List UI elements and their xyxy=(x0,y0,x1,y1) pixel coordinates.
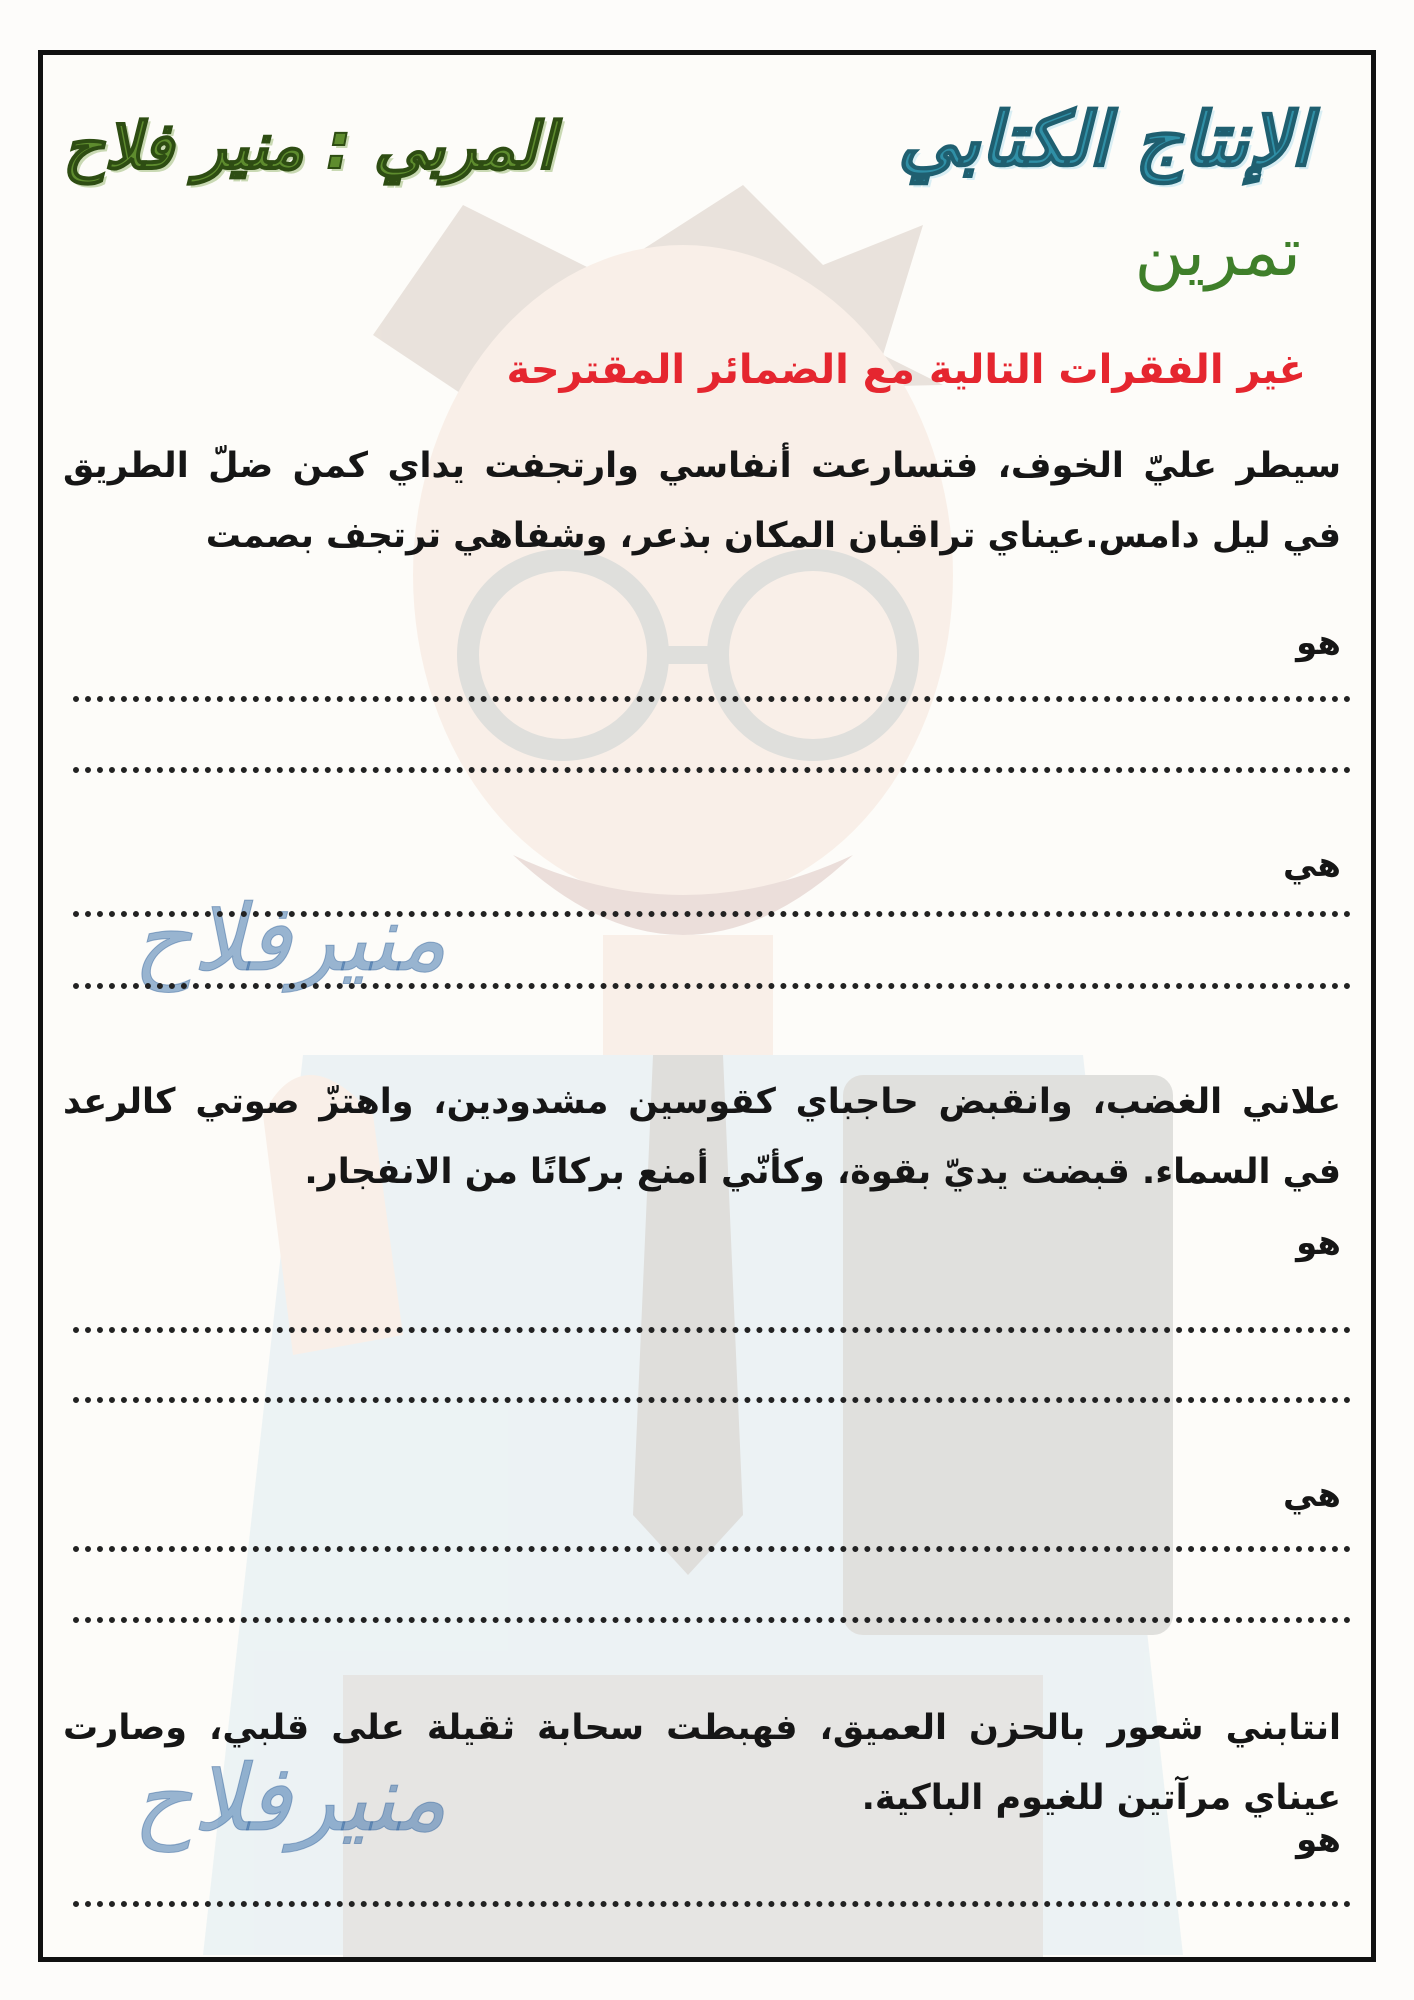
answer-line[interactable] xyxy=(73,983,1351,989)
pronoun-label: هي xyxy=(1283,1475,1341,1515)
exercise-instruction: غير الفقرات التالية مع الضمائر المقترحة xyxy=(506,347,1306,393)
watermark: منيرفلاح xyxy=(133,885,447,992)
answer-line[interactable] xyxy=(73,1617,1351,1623)
exercise-paragraph-2: علاني الغضب، وانقبض حاجباي كقوسين مشدودين، واهتزّ صوتي كالرعد في السماء. قبضت يديّ بقوة، وكأنّي أمنع بركانًا من الانفجار. xyxy=(63,1082,1341,1192)
exercise-paragraph-3: انتابني شعور بالحزن العميق، فهبطت سحابة ثقيلة على قلبي، وصارت عيناي مرآتين للغيوم الباكية. xyxy=(63,1708,1341,1818)
answer-line[interactable] xyxy=(73,1397,1351,1403)
worksheet-page xyxy=(38,50,1376,1962)
teacher-name: المربي : منير فلاح xyxy=(63,110,555,184)
answer-line[interactable] xyxy=(73,1546,1351,1552)
pronoun-label: هو xyxy=(1296,1820,1341,1860)
page-subtitle: تمرين xyxy=(1134,213,1301,292)
answer-line[interactable] xyxy=(73,1327,1351,1333)
answer-line[interactable] xyxy=(73,911,1351,917)
exercise-paragraph-1: سيطر عليّ الخوف، فتسارعت أنفاسي وارتجفت يداي كمن ضلّ الطريق في ليل دامس.عيناي تراقبان المكان بذعر، وشفاهي ترتجف بصمت xyxy=(63,446,1341,556)
answer-line[interactable] xyxy=(73,696,1351,702)
answer-line[interactable] xyxy=(73,1901,1351,1907)
teacher-cartoon-illustration xyxy=(43,55,1376,1962)
pronoun-label: هو xyxy=(1296,623,1341,663)
pronoun-label: هي xyxy=(1283,845,1341,885)
watermark: منيرفلاح xyxy=(133,1745,447,1852)
answer-line[interactable] xyxy=(73,767,1351,773)
page-title: الإنتاج الكتابي xyxy=(898,97,1311,183)
pronoun-label: هو xyxy=(1296,1223,1341,1263)
